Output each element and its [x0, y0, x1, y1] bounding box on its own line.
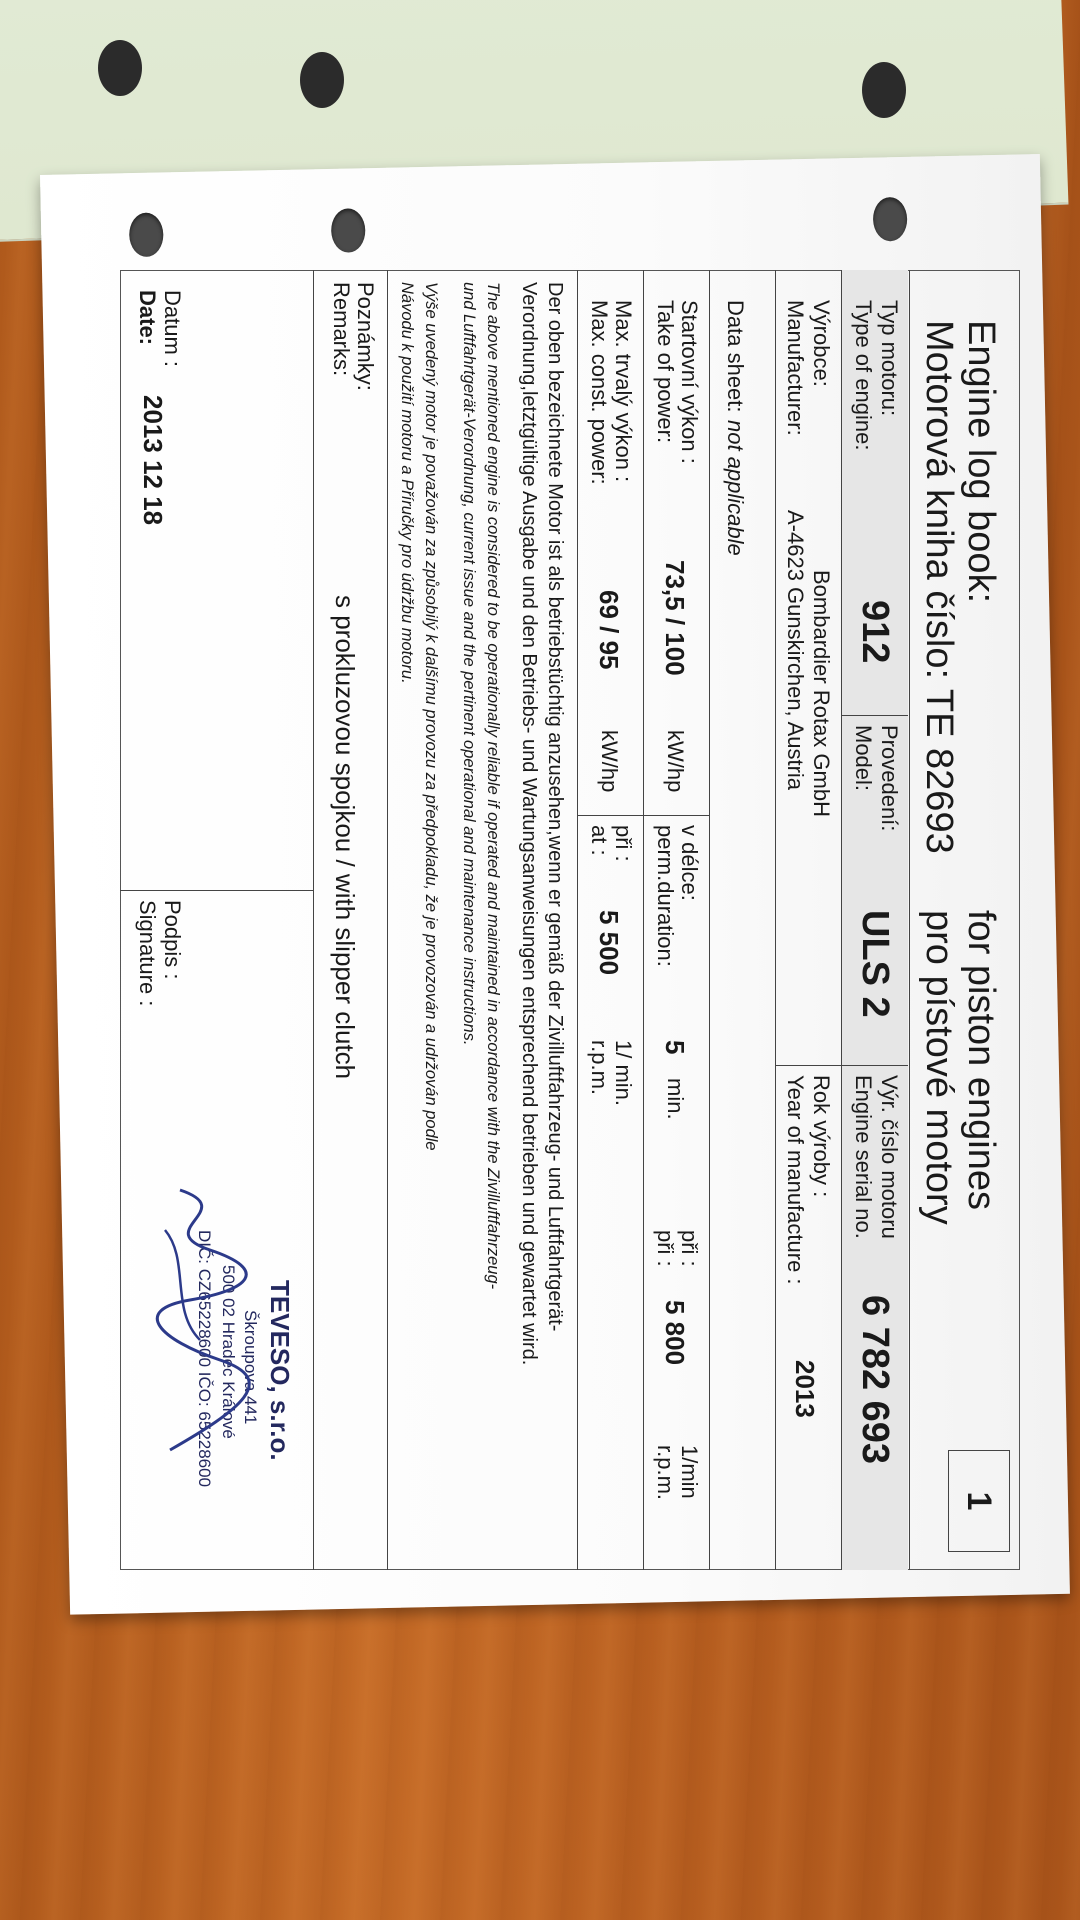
- datasheet-value: not applicable: [723, 420, 748, 556]
- signature-label-cz: Podpis :: [160, 900, 185, 980]
- date-label-cz: Datum :: [160, 290, 185, 368]
- handwritten-signature: [140, 1170, 260, 1470]
- remarks-label-en: Remarks:: [329, 282, 354, 377]
- manufacturer-label-cz: Výrobce:: [809, 300, 834, 387]
- statement-en-2: und Luftfahrtgerät-Verordnung, current issue and the pertinent operational and maintenance instructions.: [460, 282, 478, 1046]
- statement-de-1: Der oben bezeichnete Motor ist als betriebstüchtig anzusehen,wenn er gemäß der Zivilluftfahrzeug- und Luftfahrtgerät-: [544, 282, 566, 1332]
- page-number: 1: [948, 1450, 1010, 1552]
- takeoff-at-cz: při :: [677, 1230, 702, 1267]
- year-value: 2013: [790, 1360, 820, 1418]
- stamp-city: 500 02 Hradec Králové: [219, 1265, 238, 1439]
- remarks-value: s prokluzovou spojkou / with slipper clutch: [330, 595, 360, 1080]
- signature-label-en: Signature :: [135, 900, 160, 1007]
- remarks-label-cz: Poznámky:: [353, 282, 378, 391]
- rpm-unit-1b: r.p.m.: [653, 1445, 678, 1501]
- for-piston-cz: pro pístové motory: [918, 910, 960, 1225]
- manufacturer-address: A-4623 Gunskirchen, Austria: [783, 510, 808, 791]
- statement-cz-1: Výše uvedený motor je považován za způsobilý k dalšímu provozu za předpokladu, že je provozován a udržován podle: [422, 282, 440, 1151]
- punch-hole: [862, 62, 906, 118]
- date-label-en: Date:: [135, 290, 160, 346]
- punch-hole: [300, 52, 344, 108]
- page-punch-hole: [873, 197, 908, 242]
- serial-label-cz: Výr. číslo motoru: [877, 1075, 902, 1239]
- statement-en-1: The above mentioned engine is considered to be operationally reliable if operated and maintained in accordance with the Zivilluftfahrzeug-: [484, 282, 502, 1290]
- stamp-street: Škroupova 441: [241, 1310, 260, 1425]
- manufacturer-label-en: Manufacturer:: [783, 300, 808, 436]
- max-at-en: at :: [587, 825, 612, 856]
- year-label-cz: Rok výroby :: [809, 1075, 834, 1198]
- max-rpm: 5 500: [594, 910, 624, 976]
- title-cz: Motorová kniha číslo: TE 82693: [918, 320, 960, 854]
- takeoff-value: 73,5 / 100: [660, 560, 690, 676]
- manufacturer-name: Bombardier Rotax GmbH: [809, 570, 834, 817]
- max-label-cz: Max. trvalý výkon :: [611, 300, 636, 483]
- engine-log-form: [120, 270, 1020, 1570]
- takeoff-unit: kW/hp: [663, 730, 688, 793]
- model-label-cz: Provedení:: [877, 725, 902, 832]
- duration-unit: min.: [663, 1078, 688, 1120]
- serial-value: 6 782 693: [854, 1295, 896, 1465]
- for-piston-en: for piston engines: [960, 910, 1002, 1210]
- max-unit: kW/hp: [597, 730, 622, 793]
- statement-de-2: Verordnung,letztgültige Ausgabe und den Betriebs- und Wartungsanweisungen entsprechend betrieben und gewartet wird.: [518, 282, 540, 1366]
- takeoff-at-cz-2: při :: [653, 1230, 678, 1267]
- type-label-en: Type of engine:: [851, 300, 876, 451]
- takeoff-label-en: Take of power:: [653, 300, 678, 444]
- rpm-unit-2b: r.p.m.: [587, 1040, 612, 1096]
- max-at-cz: při :: [611, 825, 636, 862]
- rpm-unit-2: 1/ min.: [611, 1040, 636, 1107]
- statement-cz-2: Návodu k použití motoru a Příručky pro údržbu motoru.: [398, 282, 416, 684]
- stamp-company: TEVESO, s.r.o.: [265, 1280, 295, 1461]
- serial-label-en: Engine serial no.: [851, 1075, 876, 1239]
- date-value: 2013 12 18: [138, 395, 168, 526]
- punch-hole: [98, 40, 142, 96]
- stamp-ids: DIČ: CZ65228600 IČO: 65228600: [195, 1230, 214, 1488]
- takeoff-label-cz: Startovní výkon :: [677, 300, 702, 464]
- model-label-en: Model:: [851, 725, 876, 792]
- duration-label-en: perm.duration:: [653, 825, 678, 967]
- type-value: 912: [854, 600, 896, 664]
- rpm-unit-1: 1/min: [677, 1445, 702, 1499]
- page-punch-hole: [129, 212, 164, 257]
- duration-label-cz: v délce:: [677, 825, 702, 901]
- duration-value: 5: [660, 1040, 690, 1055]
- page-punch-hole: [331, 208, 366, 253]
- takeoff-rpm: 5 800: [660, 1300, 690, 1366]
- datasheet-label: Data sheet:: [723, 300, 748, 413]
- model-value: ULS 2: [854, 910, 896, 1018]
- max-value: 69 / 95: [594, 590, 624, 670]
- type-label-cz: Typ motoru:: [877, 300, 902, 417]
- title-en: Engine log book:: [960, 320, 1002, 604]
- year-label-en: Year of manufacture :: [783, 1075, 808, 1285]
- max-label-en: Max. const. power:: [587, 300, 612, 485]
